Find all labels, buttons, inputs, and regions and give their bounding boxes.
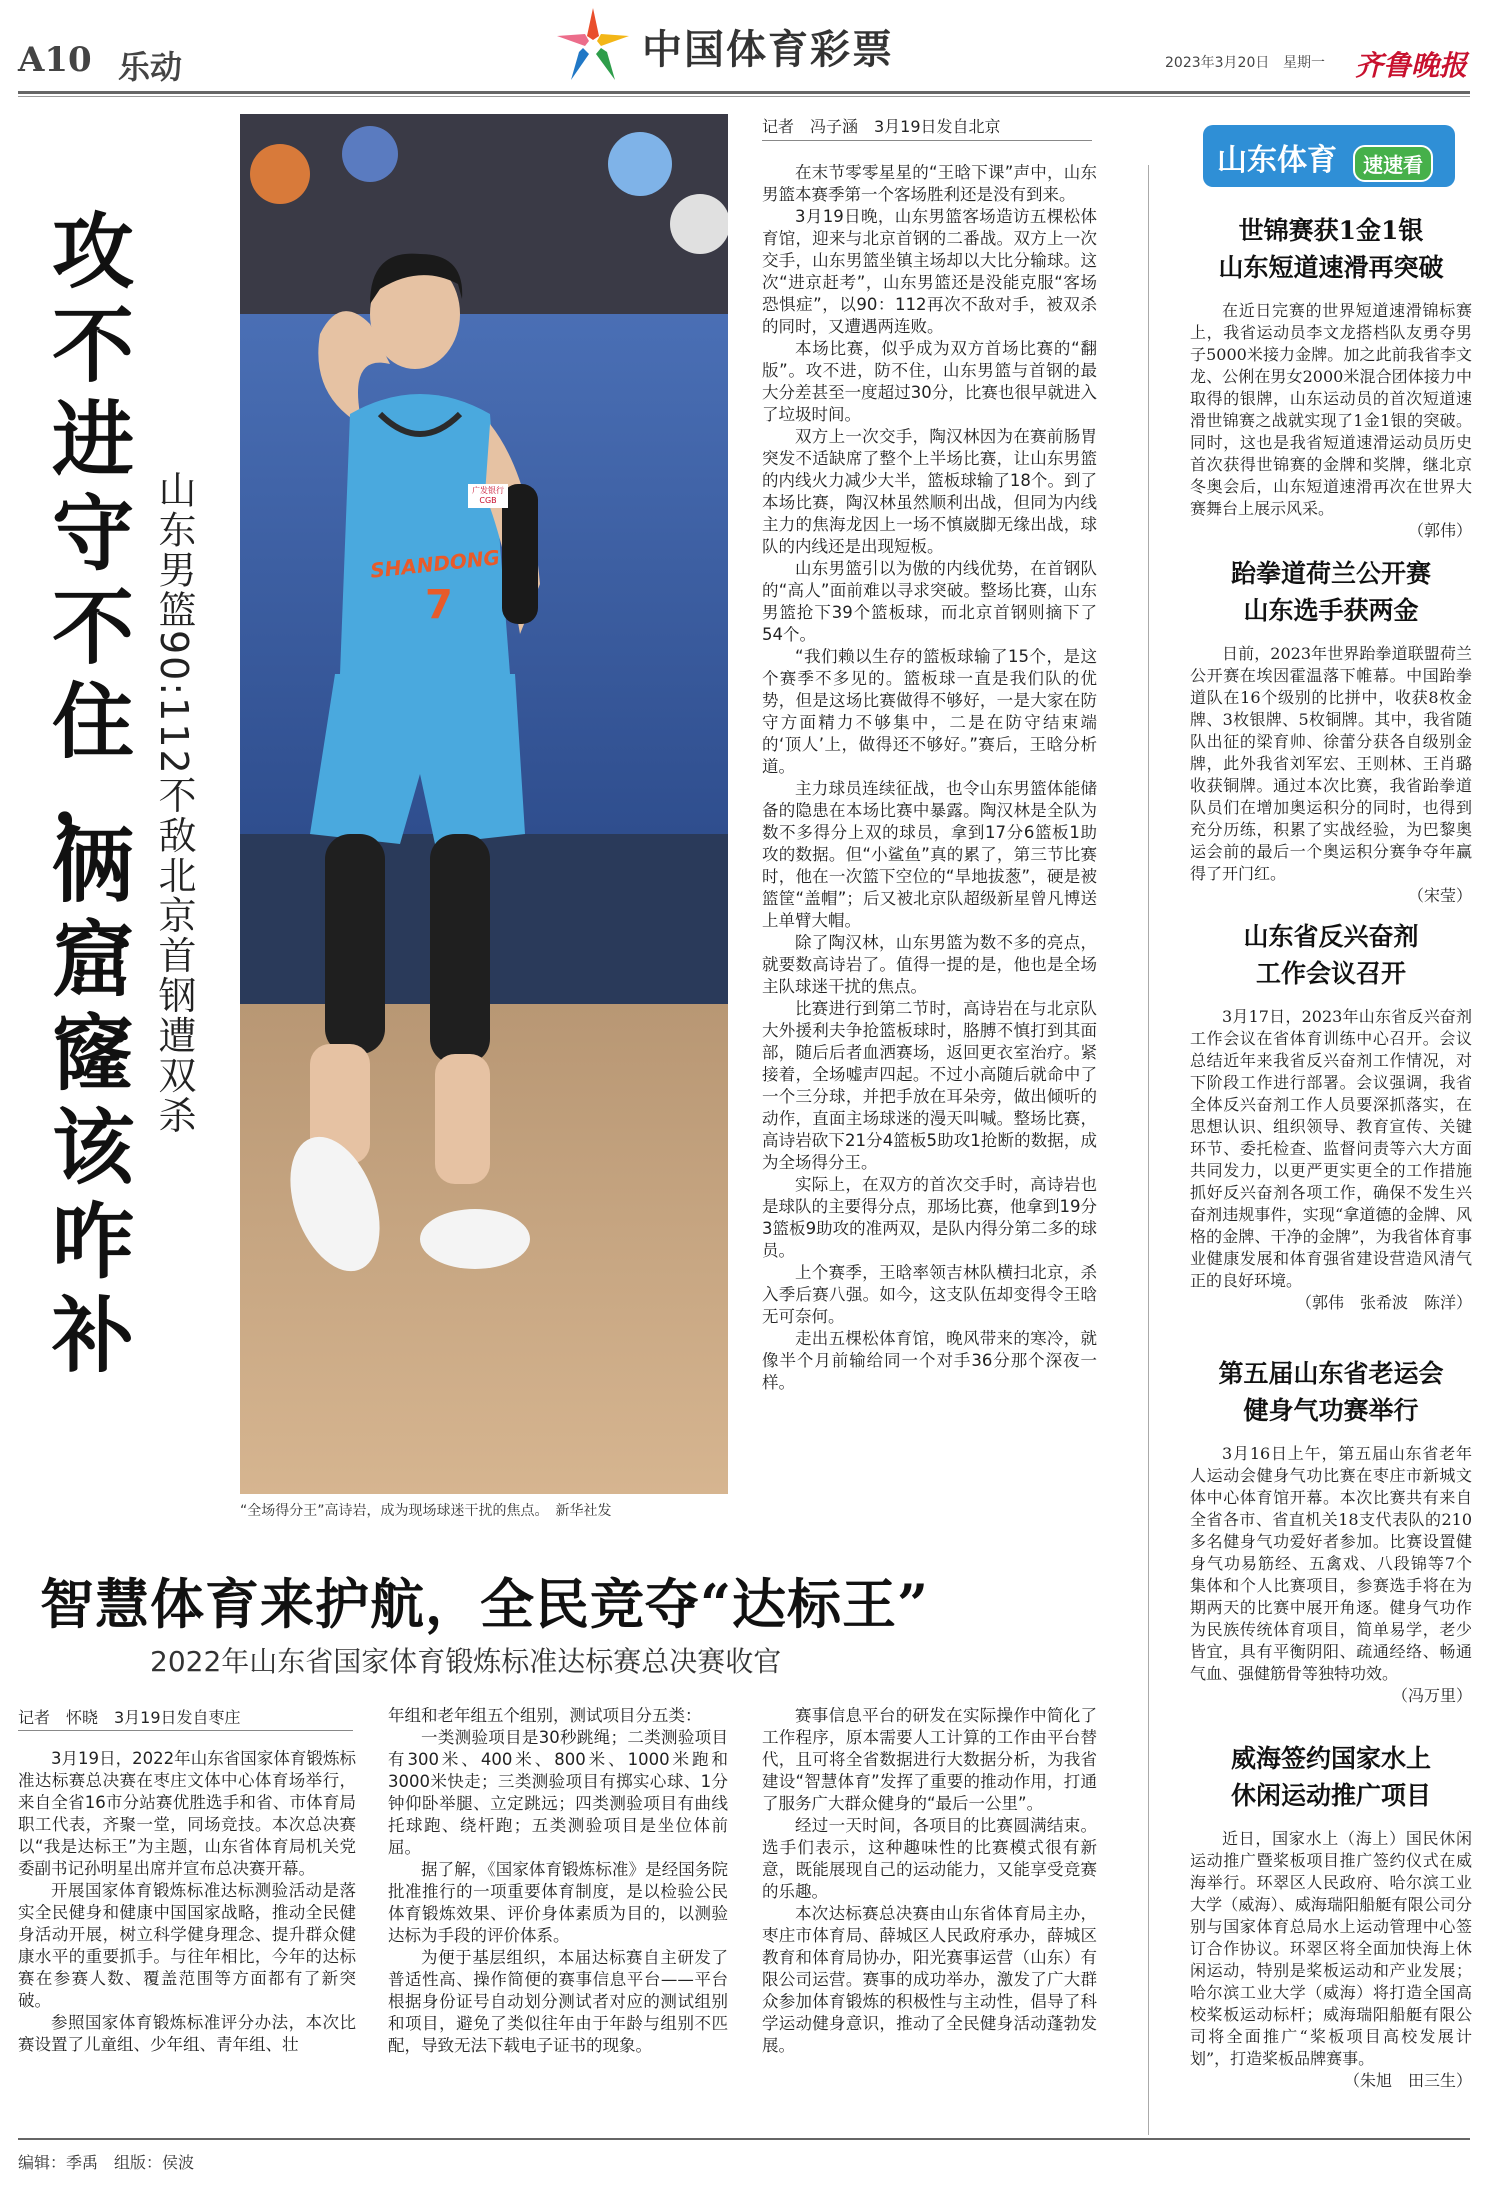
- paragraph: 为便于基层组织，本届达标赛自主研发了普适性高、操作简便的赛事信息平台——平台根据身份证号自动划分测试者对应的测试组别和项目，避免了类似往年由于年龄与组别不匹配，导致无法下载电子证书的现象。: [388, 1948, 728, 2055]
- title-line: 威海签约国家水上: [1230, 1744, 1431, 1773]
- paragraph: 赛事信息平台的研发在实际操作中简化了工作程序，原本需要人工计算的工作由平台替代，且可将全省数据进行大数据分析，为我省建设“智慧体育”发挥了重要的推动作用，打通了服务广大群众健身的“最后一公里”。: [762, 1706, 1097, 1813]
- headline-char: 不: [51, 580, 134, 676]
- paragraph: 经过一天时间，各项目的比赛圆满结束。选手们表示，这种趣味性的比赛模式很有新意，既能展现自己的运动能力，又能享受竞赛的乐趣。: [762, 1816, 1097, 1901]
- headline-char: 窟: [51, 912, 134, 1008]
- sidebar-item-title: [1190, 1740, 1472, 1814]
- paragraph: 比赛进行到第二节时，高诗岩在与北京队大外援利夫争抢篮板球时，胳膊不慎打到其面部，随后后者血洒赛场，返回更衣室治疗。紧接着，全场嘘声四起。不过小高随后就命中了一个三分球，并把手放在耳朵旁，做出倾听的动作，直面主场球迷的漫天叫喊。整场比赛，高诗岩砍下21分4篮板5助攻1抢断的数据，成为全场得分王。: [762, 999, 1097, 1172]
- feature-byline-rule: [18, 1730, 353, 1731]
- sidebar-logo: [1203, 125, 1455, 187]
- jersey-sponsor: 广发银行 CGB: [468, 484, 508, 508]
- sidebar-item-title: [1190, 1355, 1472, 1429]
- title-line: 健身气功赛举行: [1243, 1396, 1419, 1425]
- photo-caption: “全场得分王”高诗岩，成为现场球迷干扰的焦点。 新华社发: [240, 1503, 612, 1519]
- credit: （郭伟）: [1407, 521, 1472, 540]
- paragraph: 上个赛季，王晗率领吉林队横扫北京，杀入季后赛八强。如今，这支队伍却变得令王晗无可奈何。: [762, 1263, 1097, 1326]
- lead-headline: [38, 205, 148, 1435]
- feature-col-1: [18, 1748, 356, 2056]
- banner-title: 中国体育彩票: [642, 27, 894, 73]
- sidebar-item: [1190, 555, 1472, 907]
- sidebar-item-body: [1190, 1443, 1472, 1707]
- paragraph: 3月19日晚，山东男篮客场造访五棵松体育馆，迎来与北京首钢的二番战。双方上一次交手，山东男篮坐镇主场却以大比分输球。这次“进京赶考”，山东男篮还是没能克服“客场恐惧症”，以90：112再次不敌对手，被双杀的同时，又遭遇两连败。: [762, 207, 1097, 336]
- headline-char: 攻: [51, 204, 134, 300]
- paragraph: “我们赖以生存的篮板球输了15个，是这个赛季不多见的。篮板球一直是我们队的优势，但是这场比赛做得不够好，一是大家在防守方面精力不够集中，二是在防守结束端的‘顶人’上，做得还不够好。”赛后，王晗分析道。: [762, 647, 1097, 776]
- feature-headline: 智慧体育来护航，全民竞夺“达标王”: [40, 1572, 930, 1636]
- byline-rule: [762, 140, 1092, 141]
- paragraph: 3月17日，2023年山东省反兴奋剂工作会议在省体育训练中心召开。会议总结近年来我省反兴奋剂工作情况，对下阶段工作进行部署。会议强调，我省全体反兴奋剂工作人员要深抓落实，在思想认识、组织领导、教育宣传、关键环节、委托检查、监督问责等六大方面共同发力，以更严更实更全的工作措施抓好反兴奋剂各项工作，确保不发生兴奋剂违规事件，实现“拿道德的金牌、风格的金牌、干净的金牌”，为我省体育事业健康发展和体育强省建设营造风清气正的良好环境。: [1190, 1007, 1472, 1290]
- credit: （冯万里）: [1391, 1686, 1472, 1705]
- headline-char: 守: [51, 486, 134, 582]
- paragraph-continued: 年组和老年组五个组别，测试项目分五类：: [388, 1706, 702, 1725]
- headline-char: 该: [51, 1100, 134, 1196]
- credit: （朱旭 田三生）: [1343, 2071, 1472, 2090]
- paragraph: 3月16日上午，第五届山东省老年人运动会健身气功比赛在枣庄市新城文体中心体育馆开幕。本次比赛共有来自全省各市、省直机关18支代表队的210多名健身气功爱好者参加。比赛设置健身气功易筋经、五禽戏、八段锦等7个集体和个人比赛项目，参赛选手将在为期两天的比赛中展开角逐。健身气功作为民族传统体育项目，简单易学，老少皆宜，具有平衡阴阳、疏通经络、畅通气血、强健筋骨等独特功效。: [1190, 1444, 1472, 1683]
- title-line: 跆拳道荷兰公开赛: [1230, 559, 1431, 588]
- sidebar-logo-title: 山东体育: [1217, 143, 1337, 178]
- sidebar-item-title: [1190, 212, 1472, 286]
- paragraph: 一类测验项目是30秒跳绳；二类测验项目有300米、400米、800米、1000米跑和3000米快走；三类测验项目有掷实心球、1分钟仰卧举腿、立定跳远；四类测验项目有曲线托球跑、绕杆跑；五类测验项目是坐位体前屈。: [388, 1728, 728, 1857]
- headline-char: 住: [51, 674, 134, 770]
- sidebar-item: [1190, 212, 1472, 542]
- sidebar-item: [1190, 918, 1472, 1314]
- header-rule: [18, 91, 1470, 94]
- sidebar-item-body: [1190, 1828, 1472, 2092]
- paragraph: 双方上一次交手，陶汉林因为在赛前肠胃突发不适缺席了整个上半场比赛，让山东男篮的内线火力减少大半，篮板球输了18个。到了本场比赛，陶汉林虽然顺利出战，但同为内线主力的焦海龙因上一场不慎崴脚无缘出战，球队的内线还是出现短板。: [762, 427, 1097, 556]
- feature-col-2: [388, 1705, 728, 2057]
- paragraph: 参照国家体育锻炼标准评分办法，本次比赛设置了儿童组、少年组、青年组、壮: [18, 2013, 356, 2054]
- lottery-star-icon: [555, 6, 631, 82]
- headline-char: 进: [51, 392, 134, 488]
- title-line: 第五届山东省老运会: [1218, 1359, 1444, 1388]
- paragraph: 近日，国家水上（海上）国民休闲运动推广暨桨板项目推广签约仪式在威海举行。环翠区人民政府、哈尔滨工业大学（威海）、威海瑞阳船艇有限公司分别与国家体育总局水上运动管理中心签订合作协议。环翠区将全面加快海上休闲运动，特别是桨板运动和产业发展；哈尔滨工业大学（威海）将打造全国高校桨板运动标杆；威海瑞阳船艇有限公司将全面推广“桨板项目高校发展计划”，打造桨板品牌赛事。: [1190, 1829, 1472, 2068]
- sidebar-divider: [1148, 165, 1149, 2135]
- title-line: 山东短道速滑再突破: [1218, 253, 1444, 282]
- paragraph: 本场比赛，似乎成为双方首场比赛的“翻版”。攻不进，防不住，山东男篮与首钢的最大分差甚至一度超过30分，比赛也很早就进入了垃圾时间。: [762, 339, 1097, 424]
- title-line: 世锦赛获1金1银: [1238, 216, 1424, 245]
- paragraph: 山东男篮引以为傲的内线优势，在首钢队的“高人”面前难以寻求突破。整场比赛，山东男篮抢下39个篮板球，而北京首钢则摘下了54个。: [762, 559, 1097, 644]
- paragraph: 据了解，《国家体育锻炼标准》是经国务院批准推行的一项重要体育制度，是以检验公民体育锻炼效果、评价身体素质为目的，以测验达标为手段的评价体系。: [388, 1860, 728, 1945]
- header-rule-thin: [18, 96, 1470, 97]
- title-line: 山东选手获两金: [1243, 596, 1419, 625]
- credit: （郭伟 张希波 陈洋）: [1295, 1293, 1472, 1312]
- sidebar-item: [1190, 1740, 1472, 2092]
- lead-body: [762, 162, 1097, 1394]
- title-line: 休闲运动推广项目: [1230, 1781, 1431, 1810]
- sidebar-item-body: [1190, 643, 1472, 907]
- jersey-team-text: SHANDONG: [369, 545, 502, 583]
- headline-char: ，: [51, 746, 134, 842]
- title-line: 山东省反兴奋剂: [1243, 922, 1419, 951]
- headline-char: 俩: [51, 818, 134, 914]
- sidebar-item: [1190, 1355, 1472, 1707]
- issue-weekday: 星期一: [1283, 55, 1325, 71]
- paragraph: 除了陶汉林，山东男篮为数不多的亮点，就要数高诗岩了。值得一提的是，他也是全场主队球迷干扰的焦点。: [762, 933, 1097, 996]
- feature-byline: 记者 怀晓 3月19日发自枣庄: [18, 1708, 241, 1727]
- feature-col-3: [762, 1705, 1097, 2057]
- paragraph: 3月19日，2022年山东省国家体育锻炼标准达标赛总决赛在枣庄文体中心体育场举行，来自全省16市分站赛优胜选手和省、市体育局职工代表，齐聚一堂，同场竞技。本次总决赛以“我是达标王”为主题，山东省体育局机关党委副书记孙明星出席并宣布总决赛开幕。: [18, 1749, 356, 1878]
- section-name: 乐动: [118, 48, 183, 86]
- sidebar-item-title: [1190, 555, 1472, 629]
- paragraph: 主力球员连续征战，也令山东男篮体能储备的隐患在本场比赛中暴露。陶汉林是全队为数不多得分上双的球员，拿到17分6篮板1助攻的数据。但“小鲨鱼”真的累了，第三节比赛时，他在一次篮下空位的“旱地拔葱”，硬是被篮筐“盖帽”；后又被北京队超级新星曾凡博送上单臂大帽。: [762, 779, 1097, 930]
- newspaper-logo: 齐鲁晚报: [1355, 49, 1468, 82]
- headline-char: 咋: [51, 1194, 134, 1290]
- paragraph: 日前，2023年世界跆拳道联盟荷兰公开赛在埃因霍温落下帷幕。中国跆拳道队在16个级别的比拼中，收获8枚金牌、3枚银牌、5枚铜牌。其中，我省随队出征的梁育帅、徐蕾分获各自级别金牌，此外我省刘军宏、王则林、王肖璐收获铜牌。通过本次比赛，我省跆拳道队员们在增加奥运积分的同时，也得到充分历练，积累了实战经验，为巴黎奥运会前的最后一个奥运积分赛争夺年赢得了开门红。: [1190, 644, 1472, 883]
- jersey-number: 7: [425, 582, 453, 628]
- footer-editors: 编辑：季禹 组版：侯波: [18, 2153, 195, 2172]
- footer-rule: [18, 2138, 1470, 2140]
- headline-char: 窿: [51, 1006, 134, 1102]
- feature-subheadline: 2022年山东省国家体育锻炼标准达标赛总决赛收官: [150, 1645, 782, 1678]
- page-number: A10: [18, 40, 92, 80]
- lead-photo: [240, 114, 728, 1494]
- paragraph: 实际上，在双方的首次交手时，高诗岩也是球队的主要得分点，那场比赛，他拿到19分3篮板9助攻的准两双，是队内得分第二多的球员。: [762, 1175, 1097, 1260]
- credit: （宋莹）: [1407, 886, 1472, 905]
- lead-byline: 记者 冯子涵 3月19日发自北京: [762, 117, 1001, 136]
- issue-date: 2023年3月20日: [1165, 55, 1270, 71]
- title-line: 工作会议召开: [1255, 959, 1406, 988]
- sidebar-item-body: [1190, 1006, 1472, 1314]
- headline-char: 补: [51, 1288, 134, 1384]
- paragraph: 走出五棵松体育馆，晚风带来的寒冷，就像半个月前输给同一个对手36分那个深夜一样。: [762, 1329, 1097, 1392]
- paragraph: 开展国家体育锻炼标准达标测验活动是落实全民健身和健康中国国家战略，推动全民健身活动开展，树立科学健身理念、提升群众健康水平的重要抓手。与往年相比，今年的达标赛在参赛人数、覆盖范围等方面都有了新突破。: [18, 1881, 356, 2010]
- sidebar-item-body: [1190, 300, 1472, 542]
- sidebar-logo-tag: 速速看: [1353, 145, 1433, 182]
- paragraph: 本次达标赛总决赛由山东省体育局主办，枣庄市体育局、薛城区人民政府承办，薛城区教育和体育局协办，阳光赛事运营（山东）有限公司运营。赛事的成功举办，激发了广大群众参加体育锻炼的积极性与主动性，倡导了科学运动健身意识，推动了全民健身活动蓬勃发展。: [762, 1904, 1097, 2055]
- player-illustration: [240, 114, 728, 1494]
- lead-subheadline: 山东男篮90:112不敌北京首钢遭双杀: [152, 470, 196, 1136]
- sidebar-item-title: [1190, 918, 1472, 992]
- page-header: [0, 0, 1488, 90]
- paragraph: 在近日完赛的世界短道速滑锦标赛上，我省运动员李文龙搭档队友勇夺男子5000米接力金牌。加之此前我省李文龙、公俐在男女2000米混合团体接力中取得的银牌，山东运动员的首次短道速滑世锦赛之战就实现了1金1银的突破。同时，这也是我省短道速滑运动员历史首次获得世锦赛的金牌和奖牌，继北京冬奥会后，山东短道速滑再次在世界大赛舞台上展示风采。: [1190, 301, 1472, 518]
- headline-char: 不: [51, 298, 134, 394]
- paragraph: 在末节零零星星的“王晗下课”声中，山东男篮本赛季第一个客场胜利还是没有到来。: [762, 163, 1097, 204]
